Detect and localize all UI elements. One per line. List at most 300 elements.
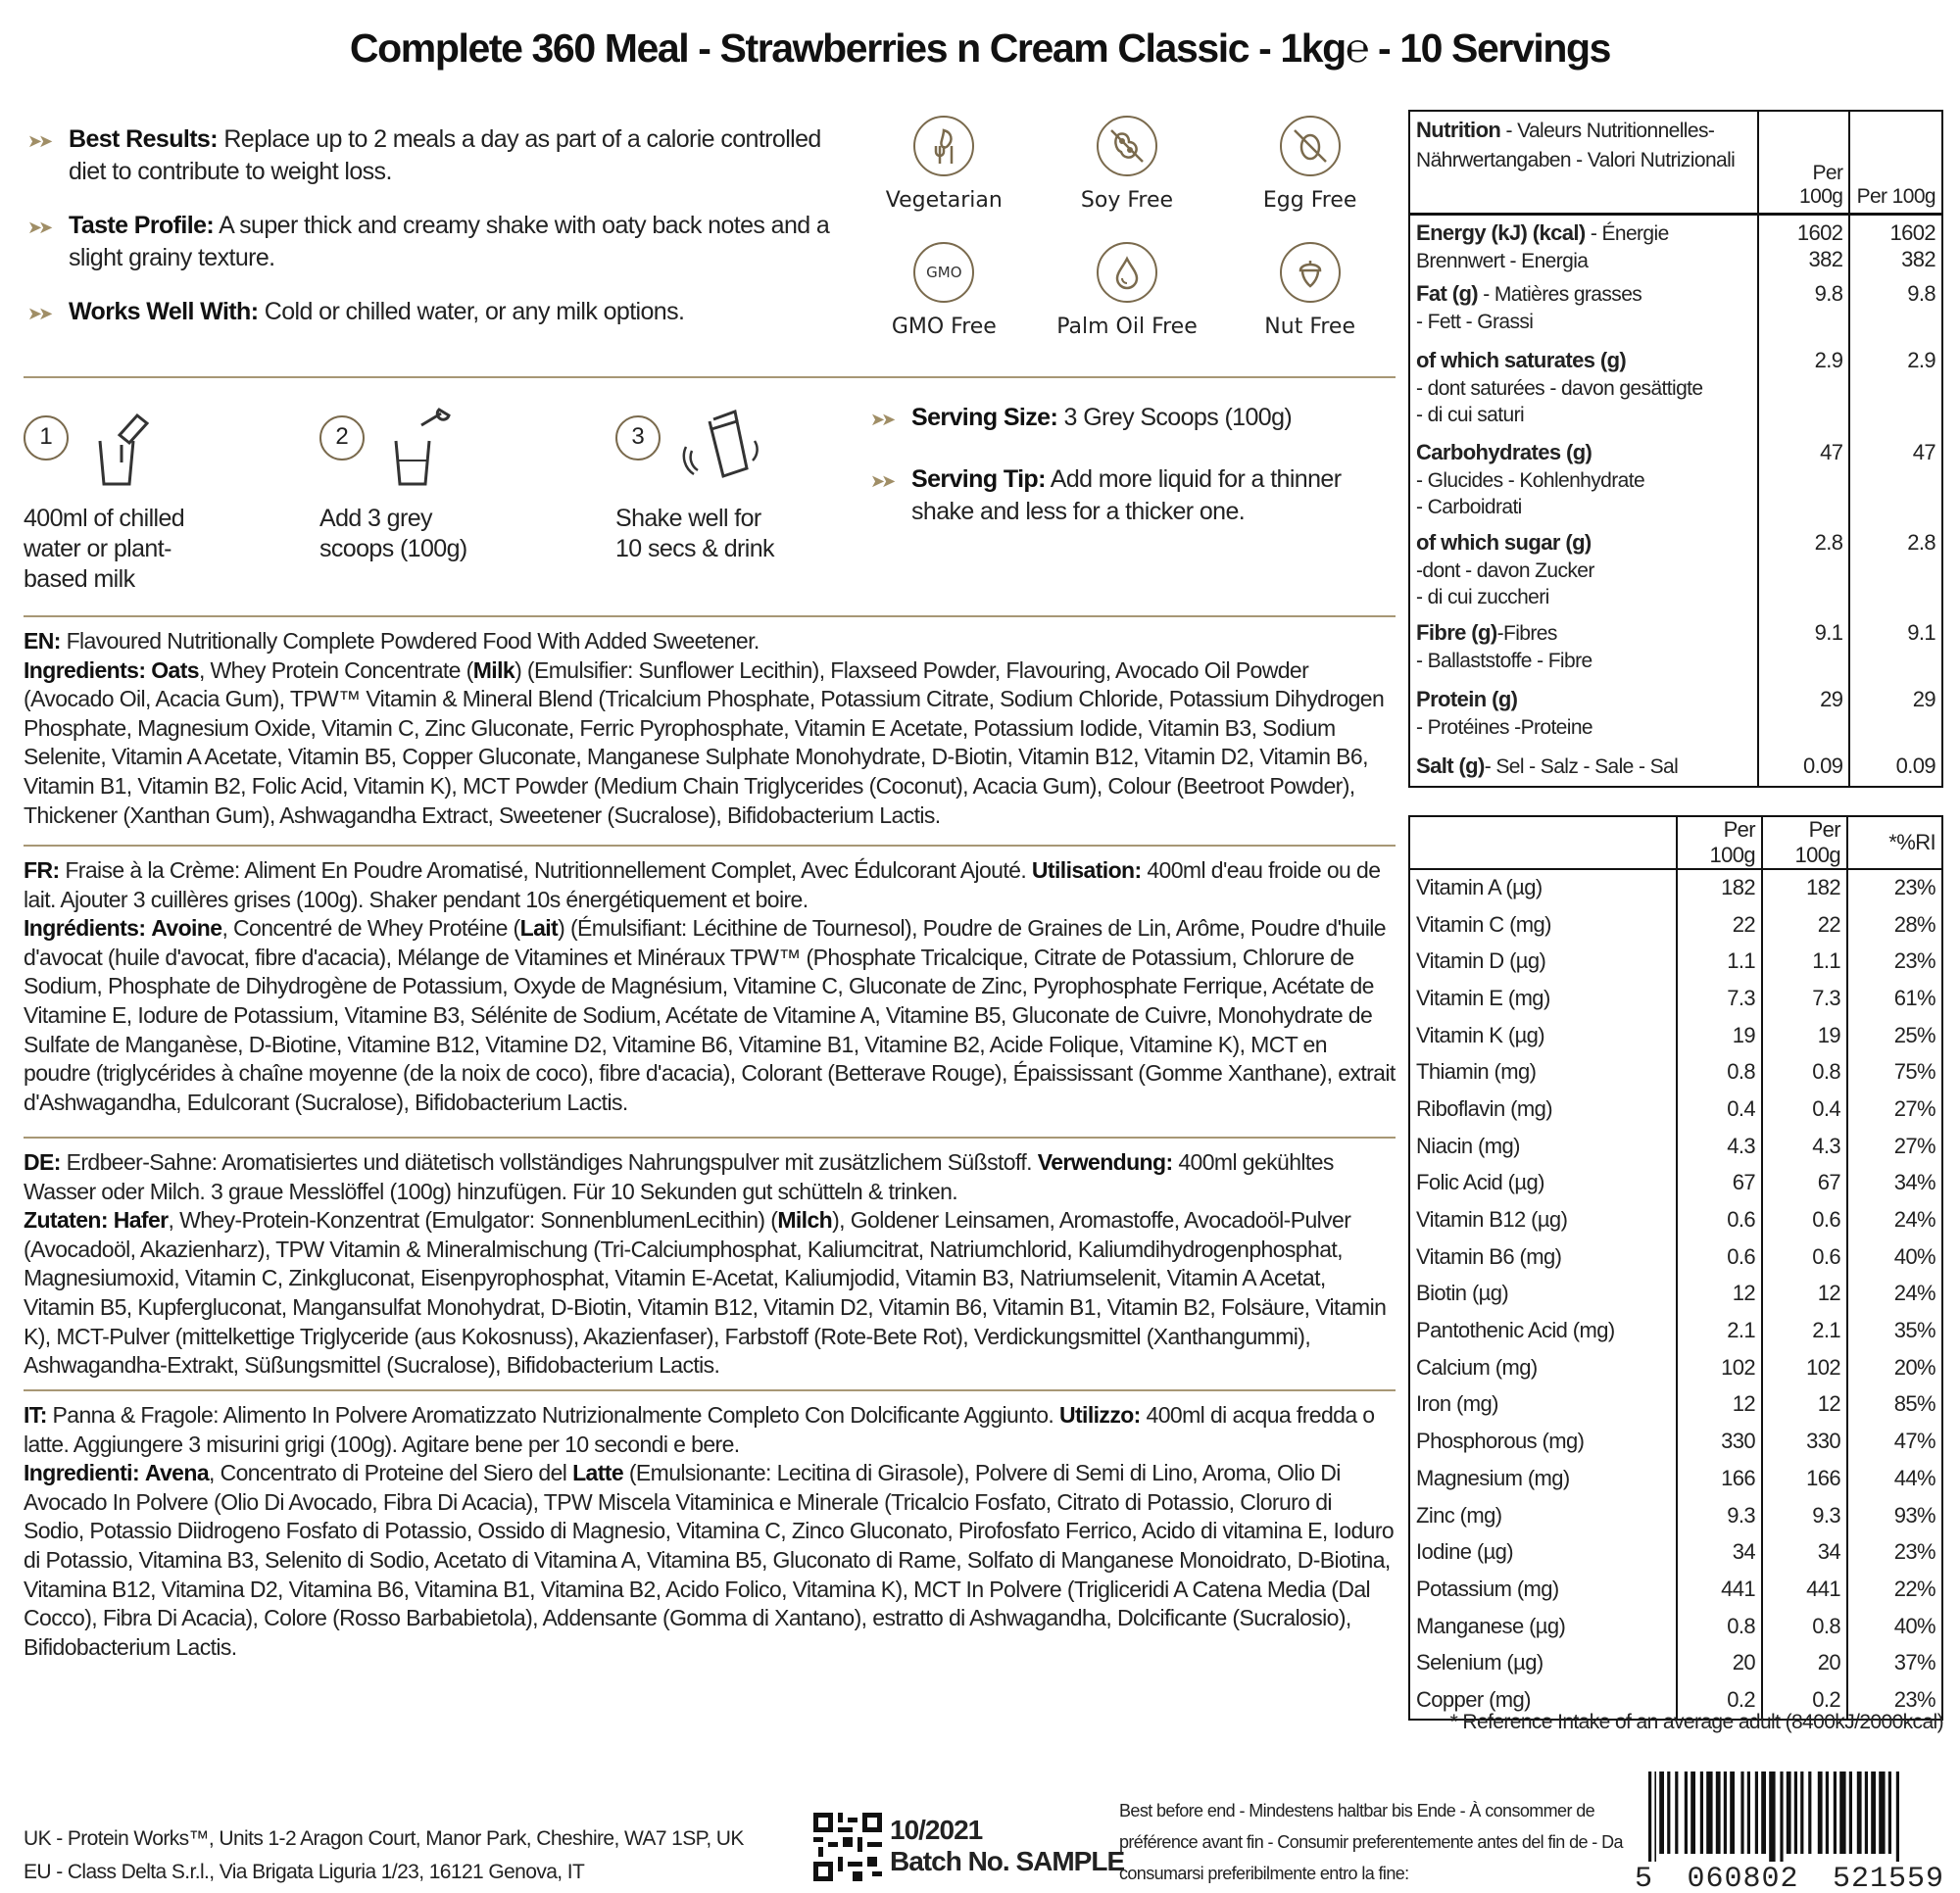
divider — [24, 1137, 1396, 1139]
usage-text: 400ml di acqua fredda o latte. Aggiungere 3 misurini grigi (100g). Agitare bene per 10 secondi e bere. — [24, 1402, 1375, 1457]
ingredients-de — [24, 1148, 1396, 1381]
serving-text: Add more liquid for a thinner shake and less for a thicker one. — [911, 465, 1342, 525]
vitamin-ri: 20% — [1893, 1354, 1936, 1380]
vitamin-row — [1410, 1091, 1941, 1128]
vitamin-value: 2.1 — [1762, 1312, 1847, 1349]
vitamin-ri: 25% — [1893, 1022, 1936, 1047]
nutrient-translation: Brennwert - Energia — [1416, 249, 1589, 272]
vitamin-value: 182 — [1677, 869, 1762, 906]
vitamin-ri: 61% — [1893, 985, 1936, 1010]
badge-gmo-free — [853, 242, 1036, 339]
vitamin-name: Magnesium (mg) — [1410, 1460, 1677, 1497]
double-arrow-icon: ➤➤ — [27, 218, 50, 237]
badge-label: Egg Free — [1262, 188, 1357, 213]
vitamin-name: Potassium (mg) — [1410, 1571, 1677, 1608]
col-header: Per 100g — [1762, 817, 1847, 869]
nut-free-icon — [1280, 242, 1341, 303]
allergen-highlight: Latte — [572, 1460, 624, 1486]
vitamin-value: 67 — [1762, 1165, 1847, 1202]
barcode-bar — [1740, 1772, 1743, 1854]
vitamin-name: Niacin (mg) — [1410, 1128, 1677, 1165]
nutrition-row — [1410, 435, 1941, 525]
vitamin-name: Selenium (µg) — [1410, 1644, 1677, 1681]
allergen-highlight: Milch — [777, 1207, 833, 1234]
barcode-bar — [1818, 1772, 1823, 1854]
nutrient-value: 1602 382 — [1758, 216, 1850, 276]
vitamin-name: Iron (mg) — [1410, 1386, 1677, 1424]
vitamin-row — [1410, 1276, 1941, 1313]
barcode-bar — [1700, 1772, 1703, 1854]
nutrient-translation: - Matières grasses — [1478, 282, 1642, 306]
shaker-icon — [678, 402, 766, 490]
vitamin-ri: 40% — [1893, 1613, 1936, 1638]
vitamin-row — [1410, 980, 1941, 1017]
vitamin-value: 1.1 — [1762, 943, 1847, 980]
barcode-bar — [1685, 1772, 1688, 1854]
vitamin-name: Vitamin A (µg) — [1410, 869, 1677, 906]
batch-info — [890, 1815, 1124, 1877]
vitamin-value: 441 — [1762, 1571, 1847, 1608]
vitamin-value: 9.3 — [1762, 1497, 1847, 1534]
nutrient-value: 1602 382 — [1889, 219, 1936, 271]
vitamin-ri: 47% — [1893, 1429, 1936, 1454]
vegetarian-icon — [913, 116, 974, 176]
nutrient-translation: -Fibres — [1496, 621, 1557, 645]
allergen-highlight: Lait — [519, 915, 559, 942]
soy-free-icon — [1097, 116, 1157, 176]
vitamin-row — [1410, 1460, 1941, 1497]
vitamin-value: 67 — [1677, 1165, 1762, 1202]
vitamin-value: 0.4 — [1762, 1091, 1847, 1128]
vitamins-header-row — [1410, 817, 1941, 869]
barcode-bar — [1857, 1772, 1862, 1854]
nutrition-row — [1410, 343, 1941, 435]
vitamin-row — [1410, 1644, 1941, 1681]
vitamin-name: Thiamin (mg) — [1410, 1053, 1677, 1091]
vitamin-value: 102 — [1762, 1349, 1847, 1386]
lang-code: DE: — [24, 1149, 61, 1175]
ingredients-label: Ingredients: — [24, 656, 146, 683]
nutrient-name: of which saturates (g) — [1416, 347, 1627, 372]
nutrient-value: 9.1 — [1907, 619, 1936, 645]
badge-vegetarian — [853, 116, 1036, 213]
vitamin-value: 0.8 — [1762, 1608, 1847, 1645]
allergen-highlight: Oats — [151, 656, 199, 683]
badge-soy-free — [1036, 116, 1219, 213]
ingredients-text: (Emulsionante: Lecitina di Girasole), Polvere di Semi di Lino, Aroma, Olio Di Avocado In Polvere (Olio Di Avocado, Fibra Di Acacia), TPW Miscela Vitaminica e Minerale (Tricalcio Fosfato, Citrato di Potassio, Cloruro di Sodio, Potassio Diidrogeno Fosfato di Potassio, Ossido di Magnesio, Vitamina C, Zinco Gluconato, Pirofosfato Ferrico, Acido di vitamina E, Ioduro di Potassio, Vitamina B3, Selenito di Sodio, Acetato di Vitamina A, Vitamina B5, Gluconato di Rame, Solfato di Manganese Monoidrato, D-Biotina, Vitamina B12, Vitamina D2, Vitamina B6, Vitamina B1, Vitamina B2, Acido Folico, Vitamina K), MCT In Polvere (Trigliceridi A Catena Media (Dal Cocco), Fibra Di Acacia), Colore (Rosso Barbabietola), Addensante (Gomma di Xantano), estratto di Ashwagandha, Dolcificante (Sucralosio), Bifidobacterium Lactis. — [24, 1460, 1395, 1660]
barcode-bar — [1865, 1772, 1868, 1854]
ingredients-text: , Concentrato di Proteine del Siero del — [209, 1460, 573, 1486]
vitamin-ri: 23% — [1893, 948, 1936, 974]
dietary-badges — [853, 116, 1401, 339]
barcode-bar — [1654, 1772, 1656, 1862]
bullet-text: A super thick and creamy shake with oaty back notes and a slight grainy texture. — [69, 212, 830, 271]
divider — [24, 1389, 1396, 1391]
vitamin-value: 12 — [1762, 1386, 1847, 1424]
vitamin-value: 0.8 — [1762, 1053, 1847, 1091]
vitamin-row — [1410, 1017, 1941, 1054]
vitamin-row — [1410, 1423, 1941, 1460]
ingredients-text: , Whey Protein Concentrate ( — [198, 656, 473, 683]
col-header-empty — [1410, 817, 1677, 869]
bullet-label: Works Well With: — [69, 298, 259, 325]
barcode-bar — [1648, 1772, 1651, 1862]
vitamin-ri: 40% — [1893, 1243, 1936, 1269]
vitamin-name: Riboflavin (mg) — [1410, 1091, 1677, 1128]
vitamin-value: 102 — [1677, 1349, 1762, 1386]
nutrient-value: 47 — [1758, 435, 1850, 525]
eu-address: EU - Class Delta S.r.l., Via Brigata Liguria 1/23, 16121 Genova, IT — [24, 1861, 585, 1883]
vitamin-name: Calcium (mg) — [1410, 1349, 1677, 1386]
vitamin-row — [1410, 1349, 1941, 1386]
nutrient-name: Energy (kJ) (kcal) — [1416, 219, 1586, 245]
nutrient-value: 2.9 — [1758, 343, 1850, 435]
ingredients-text: ) (Emulsifier: Sunflower Lecithin), Flaxseed Powder, Flavouring, Avocado Oil Powder (Avocado Oil, Acacia Gum), TPW™ Vitamin & Mineral Blend (Tricalcium Phosphate, Potassium Citrate, Sodium Chloride, Potassium Dihydrogen Phosphate, Magnesium Oxide, Vitamin C, Zinc Gluconate, Ferric Pyrophosphate, Vitamin E Acetate, Potassium Iodide, Vitamin B3, Sodium Selenite, Vitamin A Acetate, Vitamin B5, Copper Gluconate, Manganese Sulphate Monohydrate, D-Biotin, Vitamin B12, Vitamin D2, Vitamin B6, Vitamin B1, Vitamin B2, Folic Acid, Vitamin K), MCT Powder (Medium Chain Triglycerides (Coconut), Acacia Gum), Colour (Beetroot Powder), Thickener (Xanthan Gum), Ashwagandha Extract, Sweetener (Sucralose), Bifidobacterium Lactis. — [24, 656, 1385, 828]
batch-date: 10/2021 — [890, 1815, 983, 1845]
nutrient-value: 9.1 — [1758, 615, 1850, 682]
allergen-highlight: Avena — [144, 1460, 210, 1486]
nutrient-name-cell — [1410, 276, 1758, 343]
allergen-highlight: Hafer — [113, 1207, 169, 1234]
double-arrow-icon: ➤➤ — [27, 131, 50, 151]
bullet-label: Taste Profile: — [69, 212, 215, 239]
barcode-bar — [1834, 1772, 1837, 1854]
page-title: Complete 360 Meal - Strawberries n Cream Classic - 1kg℮ - 10 Servings — [349, 25, 1611, 71]
vitamin-ri: 93% — [1893, 1502, 1936, 1528]
barcode-bar — [1808, 1772, 1811, 1854]
barcode-bar — [1747, 1772, 1750, 1854]
ingredients-label: Zutaten: — [24, 1207, 108, 1234]
vitamin-name: Pantothenic Acid (mg) — [1410, 1312, 1677, 1349]
vitamin-ri: 23% — [1893, 1539, 1936, 1565]
vitamin-name: Vitamin B12 (µg) — [1410, 1201, 1677, 1238]
vitamin-name: Manganese (µg) — [1410, 1608, 1677, 1645]
nutrition-row — [1410, 276, 1941, 343]
nutrient-translation: - Protéines -Proteine — [1416, 715, 1592, 739]
nutrient-translation: - Ballaststoffe - Fibre — [1416, 649, 1592, 672]
badge-label: Nut Free — [1264, 315, 1356, 339]
reference-intake-note: * Reference Intake of an average adult (8400kJ/2000kcal) — [1449, 1711, 1943, 1733]
egg-free-icon — [1280, 116, 1341, 176]
nutrient-value: 9.8 — [1758, 276, 1850, 343]
nutrition-rows — [1410, 216, 1941, 786]
barcode-bar — [1716, 1772, 1721, 1854]
vitamin-value: 1.1 — [1677, 943, 1762, 980]
vitamin-row — [1410, 1165, 1941, 1202]
vitamin-name: Vitamin K (µg) — [1410, 1017, 1677, 1054]
divider — [24, 845, 1396, 847]
divider — [24, 376, 1396, 378]
nutrient-name-cell — [1410, 343, 1758, 435]
vitamin-value: 166 — [1762, 1460, 1847, 1497]
nutrient-name: Fibre (g) — [1416, 619, 1497, 645]
serving-size — [870, 402, 1399, 436]
nutrient-name: Fat (g) — [1416, 280, 1479, 306]
vitamin-row — [1410, 1201, 1941, 1238]
ingredients-text: ) (Émulsifiant: Lécithine de Tournesol), Poudre de Graines de Lin, Arôme, Poudre d'huile d'avocat (huile d'avocat, fibre d'acacia), Mélange de Vitamines et Minéraux TPW™ (Phosphate Tricalcique, Citrate de Potassium, Chlorure de Sodium, Phosphate de Dihydrogène de Potassium, Oxyde de Magnésium, Vitamine C, Gluconate de Zinc, Pyrophosphate Ferrique, Acétate de Vitamine E, Iodure de Potassium, Vitamine B3, Sélénite de Sodium, Acétate de Vitamine A, Vitamine B5, Gluconate de Cuivre, Monohydrate de Sulfate de Manganèse, D-Biotine, Vitamine B12, Vitamine D2, Vitamine B6, Vitamine B1, Vitamine B2, Acide Folique, Vitamine K), MCT en poudre (triglycérides à chaîne moyenne (de la noix de coco), fibre d'acacia), Colorant (Betterave Rouge), Épaississant (Gomme Xanthane), extrait d'Ashwagandha, Edulcorant (Sucralose), Bifidobacterium Lactis. — [24, 915, 1396, 1115]
vitamin-value: 0.6 — [1762, 1238, 1847, 1276]
nutrient-name-cell — [1410, 682, 1758, 749]
nutrient-name-cell — [1410, 525, 1758, 615]
badge-label: Palm Oil Free — [1056, 315, 1198, 339]
vitamin-ri: 34% — [1893, 1170, 1936, 1195]
barcode-bar — [1667, 1772, 1670, 1854]
allergen-highlight: Milk — [472, 656, 515, 683]
vitamin-ri: 44% — [1893, 1465, 1936, 1490]
barcode-bar — [1761, 1772, 1766, 1854]
nutrient-value: 29 — [1758, 682, 1850, 749]
barcode-bar — [1849, 1772, 1852, 1854]
vitamin-value: 441 — [1677, 1571, 1762, 1608]
vitamin-row — [1410, 1533, 1941, 1571]
barcode-bar — [1794, 1772, 1797, 1854]
nutrient-value: 2.8 — [1758, 525, 1850, 615]
nutrient-name: Protein (g) — [1416, 686, 1518, 711]
vitamin-name: Iodine (µg) — [1410, 1533, 1677, 1571]
product-description: Flavoured Nutritionally Complete Powdered Food With Added Sweetener. — [60, 628, 760, 654]
vitamin-ri: 35% — [1893, 1318, 1936, 1343]
nutrient-name: Salt (g) — [1416, 752, 1485, 778]
badge-egg-free — [1218, 116, 1401, 213]
nutrient-translation: - Sel - Salz - Sale - Sal — [1484, 754, 1679, 778]
vitamin-name: Vitamin B6 (mg) — [1410, 1238, 1677, 1276]
vitamin-name: Folic Acid (µg) — [1410, 1165, 1677, 1202]
barcode-bar — [1839, 1772, 1845, 1854]
barcode-bar — [1724, 1772, 1727, 1854]
vitamin-value: 19 — [1677, 1017, 1762, 1054]
nutrient-name-cell — [1410, 749, 1758, 786]
barcode-bar — [1675, 1772, 1678, 1854]
step-text: Shake well for 10 secs & drink — [615, 505, 774, 562]
barcode-bar — [1896, 1772, 1899, 1862]
usage-label: Utilisation: — [1031, 857, 1142, 883]
barcode-bar — [1769, 1772, 1775, 1862]
vitamin-name: Vitamin C (mg) — [1410, 906, 1677, 944]
nutrient-value: 9.8 — [1907, 280, 1936, 306]
gmo-icon-text: GMO — [926, 264, 962, 281]
vitamin-value: 0.6 — [1677, 1238, 1762, 1276]
vitamin-value: 0.2 — [1762, 1681, 1847, 1719]
serving-tip — [870, 463, 1399, 528]
ingredients-text: ), Goldener Leinsamen, Aromastoffe, Avocadoöl-Pulver (Avocadoöl, Akazienharz), TPW Vitamin & Mineralmischung (Tri-Calciumphosphat, Kaliumcitrat, Natriumchlorid, Kaliumdihydrogenphosphat, Magnesiumoxid, Vitamin C, Zinkgluconat, Eisenpyrophosphat, Vitamin E-Acetat, Kaliumjodid, Vitamin B3, Natriumselenit, Vitamin A Acetat, Vitamin B5, Kupfergluconat, Mangansulfat Monohydrat, D-Biotin, Vitamin B12, Vitamin D2, Vitamin B6, Vitamin B1, Vitamin B2, Folsäure, Vitamin K), MCT-Pulver (mittelkettige Triglyceride (aus Kokosnuss), Akazienfaser), Farbstoff (Rote-Bete Rot), Verdickungsmittel (Xanthangummi), Ashwagandha-Extrakt, Süßungsmittel (Sucralose), Bifidobacterium Lactis. — [24, 1207, 1387, 1379]
vitamin-row — [1410, 1238, 1941, 1276]
qr-code-icon — [813, 1813, 882, 1881]
vitamin-value: 7.3 — [1677, 980, 1762, 1017]
badge-label: GMO Free — [891, 315, 997, 339]
vitamin-name: Phosphorous (mg) — [1410, 1423, 1677, 1460]
nutrient-translation: - Fett - Grassi — [1416, 310, 1534, 333]
nutrient-name: Carbohydrates (g) — [1416, 439, 1592, 464]
bullet-text: Cold or chilled water, or any milk options. — [258, 298, 685, 325]
address-block — [24, 1822, 744, 1889]
nutrition-header — [1410, 112, 1758, 214]
palm-oil-free-icon — [1097, 242, 1157, 303]
vitamin-value: 20 — [1762, 1644, 1847, 1681]
barcode-bar — [1706, 1772, 1712, 1854]
barcode-digit-lead: 5 — [1635, 1863, 1654, 1893]
nutrient-name: of which sugar (g) — [1416, 529, 1592, 555]
nutrient-name-cell — [1410, 216, 1758, 276]
nutrition-title: Nutrition — [1416, 118, 1501, 142]
double-arrow-icon: ➤➤ — [870, 471, 893, 491]
badge-label: Vegetarian — [885, 188, 1003, 213]
vitamin-name: Copper (mg) — [1410, 1681, 1677, 1719]
col-header: Per 100g — [1849, 112, 1941, 214]
nutrient-value: 29 — [1912, 686, 1936, 711]
vitamin-value: 9.3 — [1677, 1497, 1762, 1534]
nutrient-translation: - Énergie — [1585, 221, 1669, 245]
vitamin-row — [1410, 943, 1941, 980]
vitamin-value: 4.3 — [1677, 1128, 1762, 1165]
vitamin-row — [1410, 1497, 1941, 1534]
barcode-bar — [1871, 1772, 1876, 1854]
vitamin-ri: 23% — [1893, 875, 1936, 900]
vitamin-value: 20 — [1677, 1644, 1762, 1681]
barcode-bar — [1755, 1772, 1758, 1854]
barcode-bar — [1826, 1772, 1829, 1854]
nutrition-table — [1408, 110, 1943, 788]
bullet-best-results — [27, 123, 851, 188]
barcode-digits — [1635, 1863, 1944, 1893]
nutrition-row — [1410, 749, 1941, 786]
vitamin-ri: 27% — [1893, 1095, 1936, 1121]
vitamin-name: Biotin (µg) — [1410, 1276, 1677, 1313]
gmo-free-icon — [913, 242, 974, 303]
vitamin-value: 19 — [1762, 1017, 1847, 1054]
batch-number: Batch No. SAMPLE — [890, 1846, 1125, 1876]
vitamin-value: 22 — [1677, 906, 1762, 944]
vitamin-ri: 22% — [1893, 1576, 1936, 1601]
nutrient-name-cell — [1410, 435, 1758, 525]
ingredients-label: Ingredienti: — [24, 1460, 140, 1486]
pour-glass-icon — [86, 402, 174, 490]
usage-text: 400ml gekühltes Wasser oder Milch. 3 graue Messlöffel (100g) hinzufügen. Für 10 Sekunden gut schütteln & trinken. — [24, 1149, 1334, 1204]
bullet-label: Best Results: — [69, 125, 218, 153]
vitamin-value: 4.3 — [1762, 1128, 1847, 1165]
double-arrow-icon: ➤➤ — [27, 304, 50, 323]
vitamin-ri: 27% — [1893, 1133, 1936, 1158]
vitamin-row — [1410, 1053, 1941, 1091]
barcode-bar — [1888, 1772, 1891, 1854]
serving-label: Serving Tip: — [911, 465, 1046, 493]
lang-code: EN: — [24, 628, 61, 654]
barcode-bar — [1879, 1772, 1885, 1854]
barcode-bar — [1780, 1772, 1783, 1862]
vitamin-ri: 75% — [1893, 1059, 1936, 1085]
preparation-steps — [24, 402, 866, 598]
vitamin-value: 12 — [1677, 1386, 1762, 1424]
ingredients-it — [24, 1401, 1396, 1662]
nutrient-value: 0.09 — [1895, 752, 1936, 778]
vitamin-row — [1410, 1312, 1941, 1349]
vitamin-value: 7.3 — [1762, 980, 1847, 1017]
allergen-highlight: Avoine — [151, 915, 222, 942]
vitamin-row — [1410, 1128, 1941, 1165]
vitamin-value: 330 — [1762, 1423, 1847, 1460]
ingredients-label: Ingrédients: — [24, 915, 146, 942]
vitamin-value: 12 — [1677, 1276, 1762, 1313]
col-header: Per 100g — [1758, 112, 1850, 214]
nutrition-row — [1410, 525, 1941, 615]
barcode-bar — [1730, 1772, 1735, 1854]
col-header: *%RI — [1847, 817, 1941, 869]
vitamin-value: 0.2 — [1677, 1681, 1762, 1719]
vitamin-row — [1410, 1571, 1941, 1608]
bullet-works-with — [27, 296, 851, 330]
barcode-digits-right: 521559 — [1832, 1863, 1944, 1893]
vitamins-table — [1408, 815, 1943, 1721]
vitamin-row — [1410, 1386, 1941, 1424]
vitamin-ri: 85% — [1893, 1391, 1936, 1417]
vitamin-value: 34 — [1762, 1533, 1847, 1571]
product-description: Erdbeer-Sahne: Aromatisiertes und diätetisch vollständiges Nahrungspulver mit zusätzlichem Süßstoff. — [60, 1149, 1038, 1175]
col-header: Per 100g — [1677, 817, 1762, 869]
bullet-text: Replace up to 2 meals a day as part of a calorie controlled diet to contribute to weight loss. — [69, 125, 821, 185]
nutrient-value: 0.09 — [1758, 749, 1850, 786]
vitamin-value: 22 — [1762, 906, 1847, 944]
nutrient-name-cell — [1410, 615, 1758, 682]
best-before-text: Best before end - Mindestens haltbar bis Ende - À consommer de préférence avant fin - Consumir preferentemente antes del fin de - Da consumarsi preferibilmente entro la fine: — [1119, 1801, 1623, 1883]
nutrition-row — [1410, 682, 1941, 749]
vitamin-ri: 24% — [1893, 1207, 1936, 1233]
barcode-bars — [1635, 1772, 1944, 1862]
nutrition-row — [1410, 615, 1941, 682]
ingredients-text: , Whey-Protein-Konzentrat (Emulgator: SonnenblumenLecithin) ( — [168, 1207, 778, 1234]
vitamin-value: 330 — [1677, 1423, 1762, 1460]
usage-label: Utilizzo: — [1058, 1402, 1141, 1428]
lang-code: IT: — [24, 1402, 47, 1428]
nutrition-header-row — [1410, 112, 1941, 214]
product-description: Panna & Fragole: Alimento In Polvere Aromatizzato Nutrizionalmente Completo Con Dolcificante Aggiunto. — [46, 1402, 1059, 1428]
vitamin-name: Zinc (mg) — [1410, 1497, 1677, 1534]
nutrient-value: 2.8 — [1907, 529, 1936, 555]
vitamin-row — [1410, 906, 1941, 944]
nutrition-row — [1410, 216, 1941, 276]
barcode-bar — [1659, 1772, 1664, 1854]
product-description: Fraise à la Crème: Aliment En Poudre Aromatisé, Nutritionnellement Complet, Avec Édulcorant Ajouté. — [59, 857, 1032, 883]
ingredients-text: , Concentré de Whey Protéine ( — [221, 915, 520, 942]
vitamin-value: 0.6 — [1677, 1201, 1762, 1238]
barcode-bar — [1787, 1772, 1791, 1854]
barcode — [1635, 1772, 1944, 1893]
double-arrow-icon: ➤➤ — [870, 410, 893, 429]
nutrient-value: 47 — [1912, 439, 1936, 464]
badge-label: Soy Free — [1080, 188, 1174, 213]
nutrient-translation: - dont saturées - davon gesättigte - di cui saturi — [1416, 376, 1703, 426]
step-number: 3 — [615, 415, 661, 461]
serving-label: Serving Size: — [911, 404, 1058, 431]
barcode-bar — [1800, 1772, 1803, 1854]
vitamin-value: 12 — [1762, 1276, 1847, 1313]
barcode-digits-left: 060802 — [1687, 1863, 1799, 1893]
vitamin-ri: 28% — [1893, 911, 1936, 937]
vitamin-ri: 37% — [1893, 1650, 1936, 1675]
serving-text: 3 Grey Scoops (100g) — [1057, 404, 1293, 431]
vitamin-ri: 24% — [1893, 1281, 1936, 1306]
vitamin-value: 0.8 — [1677, 1608, 1762, 1645]
divider — [24, 615, 1396, 617]
usage-label: Verwendung: — [1037, 1149, 1173, 1175]
vitamin-value: 0.8 — [1677, 1053, 1762, 1091]
scoop-glass-icon — [382, 402, 470, 490]
step-number: 1 — [24, 415, 69, 461]
vitamin-value: 0.4 — [1677, 1091, 1762, 1128]
vitamin-value: 34 — [1677, 1533, 1762, 1571]
nutrition-subtitle: - Valeurs Nutritionnelles- Nährwertangaben - Valori Nutrizionali — [1416, 120, 1736, 171]
vitamin-value: 0.6 — [1762, 1201, 1847, 1238]
bullet-taste-profile — [27, 210, 851, 274]
vitamin-name: Vitamin D (µg) — [1410, 943, 1677, 980]
